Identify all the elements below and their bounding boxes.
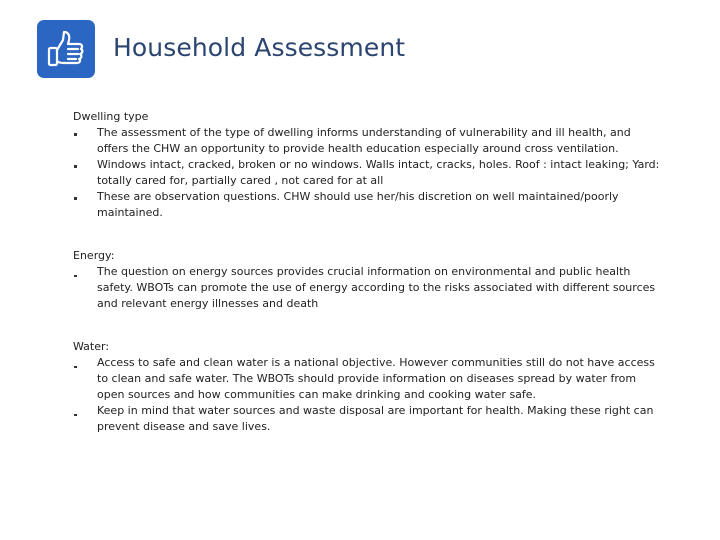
content-body <box>73 109 663 462</box>
list-item: Windows intact, cracked, broken or no windows. Walls intact, cracks, holes. Roof : intact leaking; Yard: totally cared for, partially cared , not cared for at all <box>73 157 663 189</box>
list-item: These are observation questions. CHW should use her/his discretion on well maintained/poorly maintained. <box>73 189 663 221</box>
section-heading: Water: <box>73 340 110 353</box>
section-heading: Dwelling type <box>73 110 149 123</box>
section-energy <box>73 248 663 312</box>
section-heading: Energy: <box>73 249 115 262</box>
bullet-list <box>73 264 663 312</box>
list-item: The assessment of the type of dwelling informs understanding of vulnerability and ill health, and offers the CHW an opportunity to provide health education especially around cross ventilation. <box>73 125 663 157</box>
logo <box>37 20 95 78</box>
section-water <box>73 339 663 435</box>
list-item: The question on energy sources provides crucial information on environmental and public health safety. WBOTs can promote the use of energy according to the risks associated with different sources and relevant energy illnesses and death <box>73 264 663 312</box>
page-title: Household Assessment <box>113 33 406 62</box>
bullet-list <box>73 355 663 435</box>
list-item: Access to safe and clean water is a national objective. However communities still do not have access to clean and safe water. The WBOTs should provide information on diseases spread by water from open sources and how communities can make drinking and cooking water safe. <box>73 355 663 403</box>
bullet-list <box>73 125 663 221</box>
list-item: Keep in mind that water sources and waste disposal are important for health. Making these right can prevent disease and save lives. <box>73 403 663 435</box>
section-dwelling-type <box>73 109 663 221</box>
thumbs-up-icon <box>44 27 88 71</box>
